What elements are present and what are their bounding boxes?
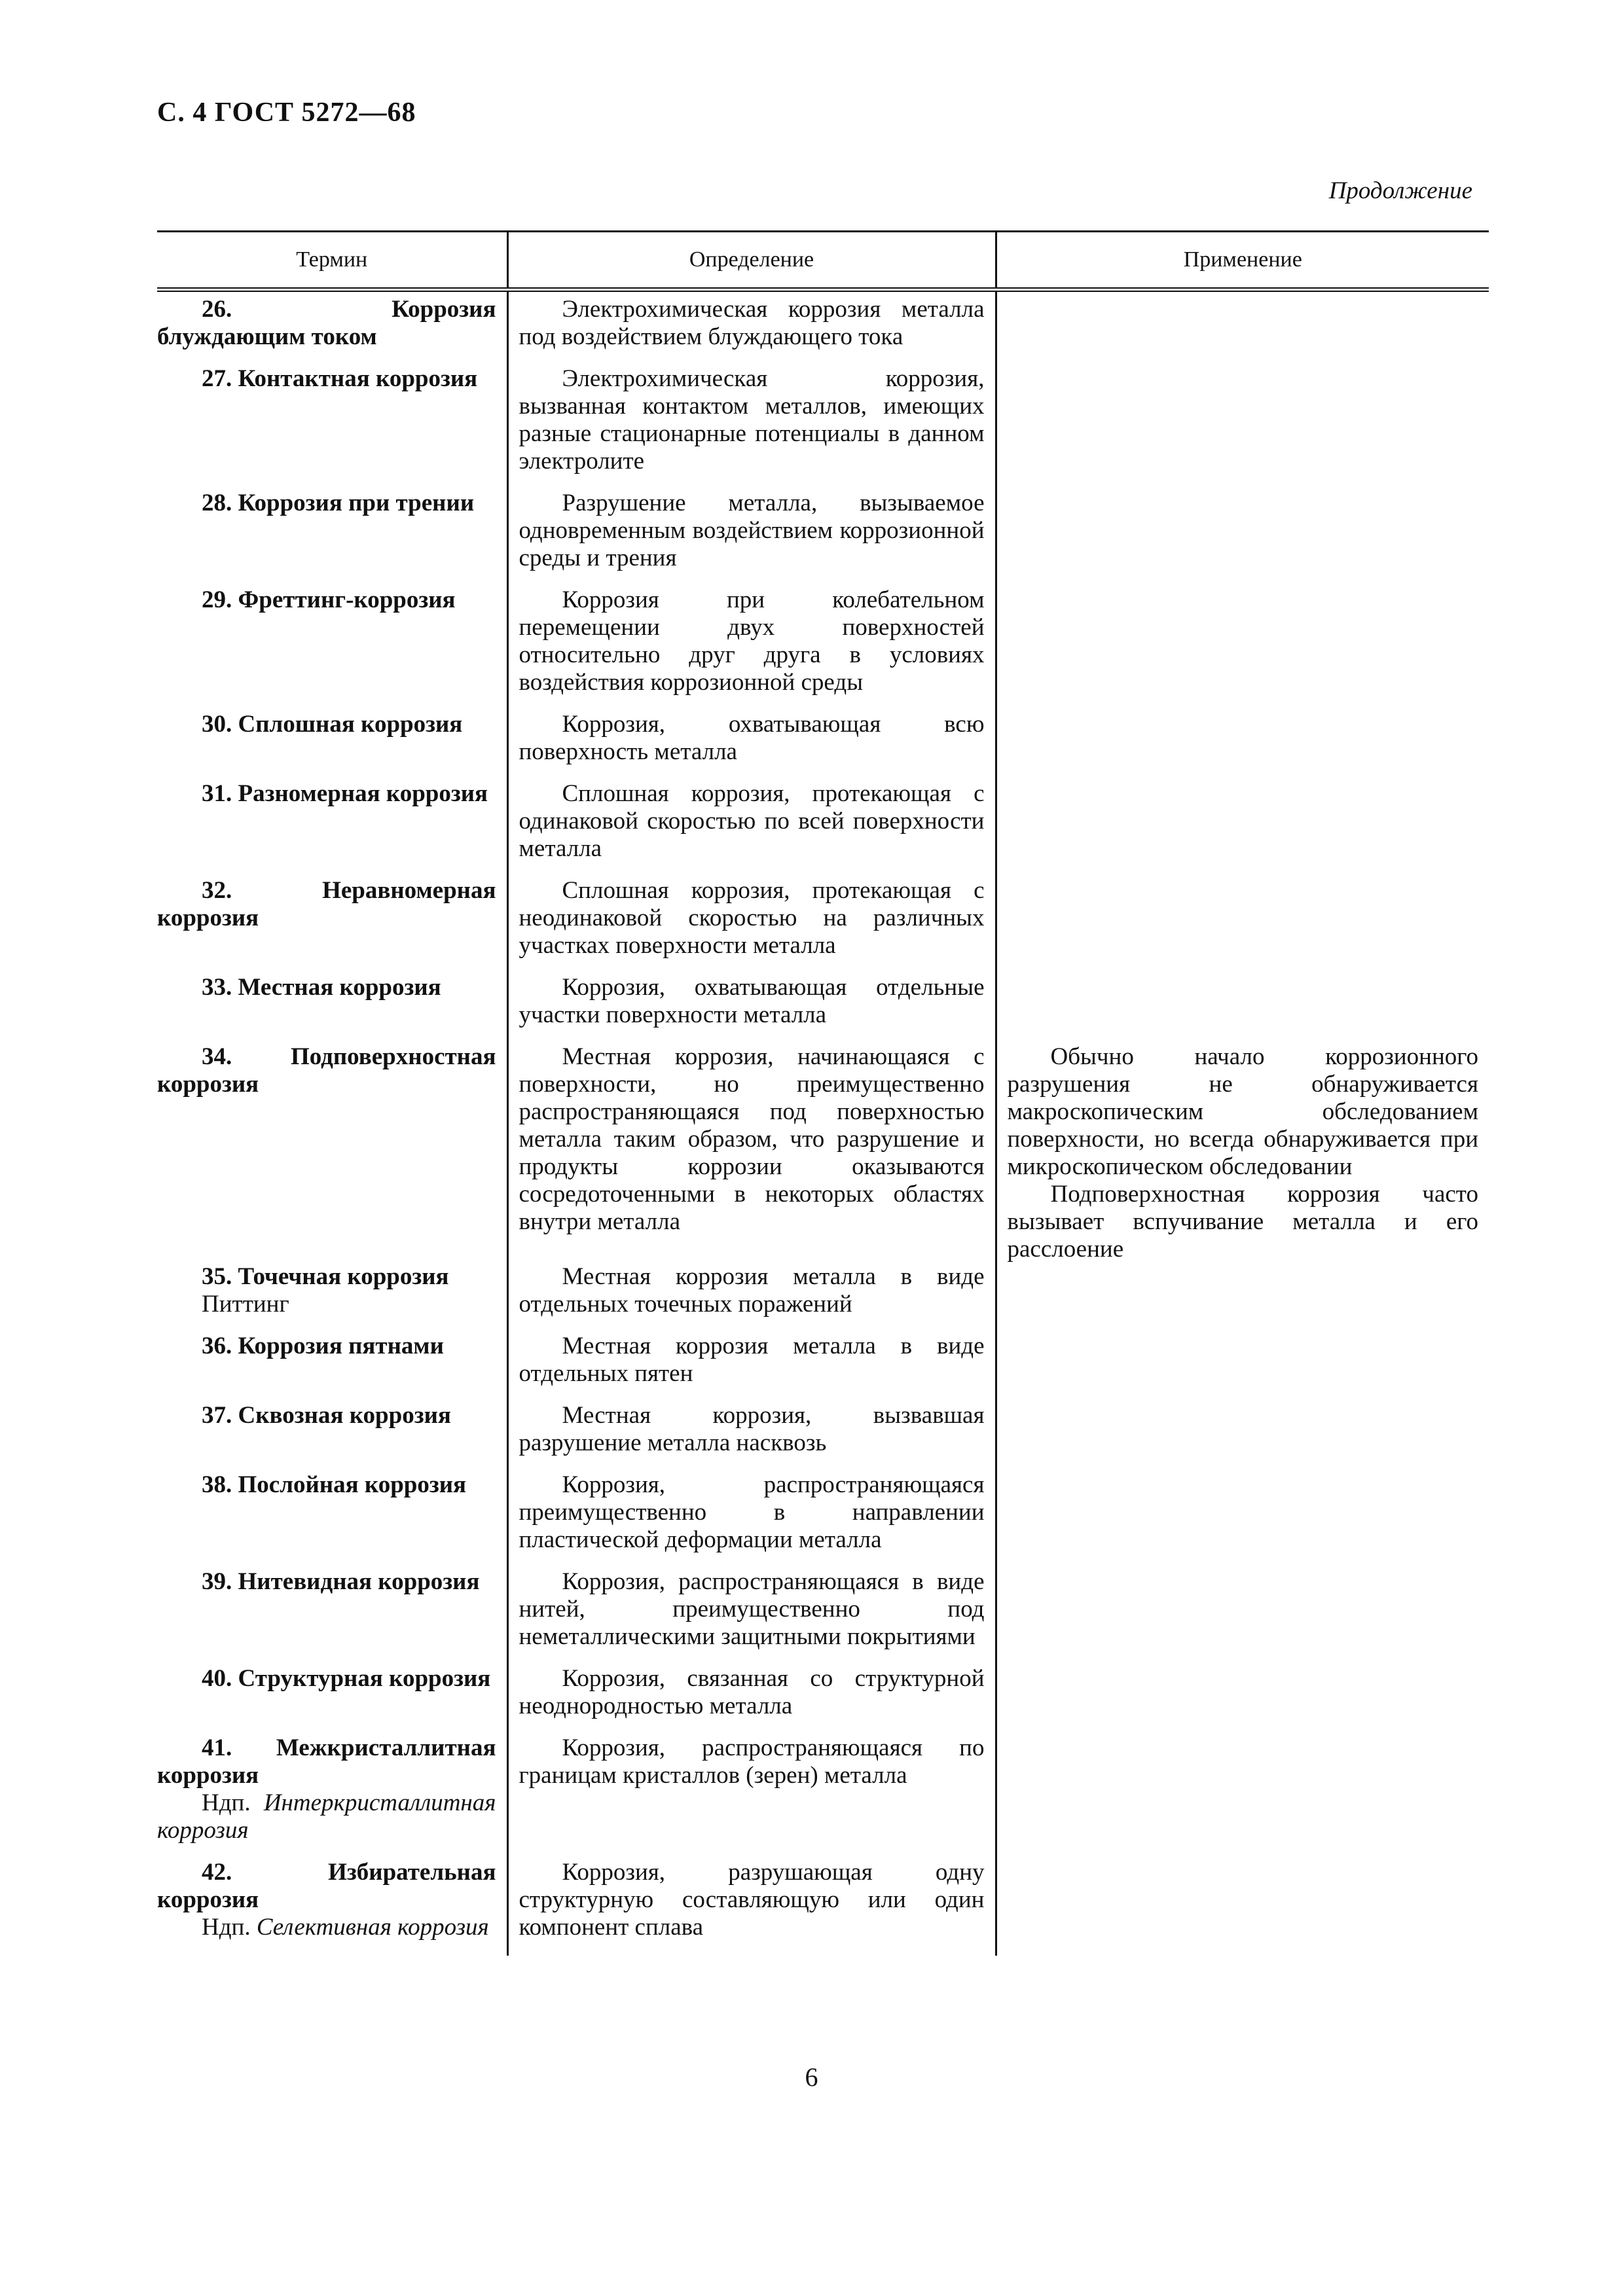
application-cell bbox=[996, 1402, 1489, 1471]
definition-cell bbox=[507, 1402, 996, 1471]
term-title: 36. Коррозия пятнами bbox=[202, 1333, 444, 1359]
term-cell-content bbox=[157, 490, 507, 517]
term-cell-content bbox=[157, 1734, 507, 1844]
term-cell bbox=[157, 1859, 507, 1956]
term-note-label: Ндп. bbox=[202, 1789, 251, 1816]
definition-cell bbox=[507, 877, 996, 974]
term-cell bbox=[157, 490, 507, 586]
table-row bbox=[157, 1471, 1489, 1568]
definition-text: Разрушение металла, вызываемое одновременным воздействием коррозионной среды и трения bbox=[519, 490, 985, 571]
term-title: 42. Избирательная коррозия bbox=[157, 1859, 496, 1913]
document-header: С. 4 ГОСТ 5272—68 bbox=[157, 98, 416, 128]
definition-text: Местная коррозия металла в виде отдельных точечных поражений bbox=[519, 1263, 985, 1318]
definition-cell bbox=[507, 711, 996, 780]
table-row bbox=[157, 586, 1489, 711]
term-title: 31. Разномерная коррозия bbox=[202, 780, 488, 807]
term-cell bbox=[157, 1471, 507, 1568]
term-cell-content bbox=[157, 1263, 507, 1318]
definition-text: Электрохимическая коррозия, вызванная контактом металлов, имеющих разные стационарные потенциалы в данном электролите bbox=[519, 365, 985, 475]
definition-text: Электрохимическая коррозия металла под воздействием блуждающего тока bbox=[519, 296, 985, 350]
application-cell bbox=[996, 1665, 1489, 1734]
terms-table bbox=[157, 230, 1489, 1956]
term-cell bbox=[157, 586, 507, 711]
term-cell bbox=[157, 877, 507, 974]
definition-cell bbox=[507, 974, 996, 1043]
column-header-definition: Определение bbox=[507, 232, 996, 290]
term-cell bbox=[157, 1333, 507, 1402]
definition-cell bbox=[507, 365, 996, 490]
application-cell bbox=[996, 490, 1489, 586]
terms-table-container bbox=[157, 230, 1489, 1956]
term-title: 33. Местная коррозия bbox=[202, 974, 441, 1001]
term-cell-content bbox=[157, 1471, 507, 1499]
definition-text: Местная коррозия, начинающаяся с поверхности, но преимущественно распространяющаяся под поверхностью металла таким образом, что разрушение и продукты коррозии оказываются сосредоточенными в некоторых областях внутри металла bbox=[519, 1043, 985, 1235]
table-row bbox=[157, 1043, 1489, 1263]
table-row bbox=[157, 490, 1489, 586]
table-row bbox=[157, 1734, 1489, 1859]
term-cell bbox=[157, 365, 507, 490]
definition-cell bbox=[507, 1471, 996, 1568]
table-row bbox=[157, 877, 1489, 974]
table-row bbox=[157, 1402, 1489, 1471]
definition-cell bbox=[507, 1043, 996, 1263]
term-note-deprecated: Селективная коррозия bbox=[256, 1914, 489, 1941]
table-row bbox=[157, 1859, 1489, 1956]
term-title: 34. Подповерхностная коррозия bbox=[157, 1043, 496, 1098]
application-cell bbox=[996, 877, 1489, 974]
application-cell bbox=[996, 1471, 1489, 1568]
definition-text: Коррозия, охватывающая всю поверхность металла bbox=[519, 711, 985, 765]
application-cell bbox=[996, 586, 1489, 711]
column-header-application: Применение bbox=[996, 232, 1489, 290]
definition-text: Местная коррозия, вызвавшая разрушение металла насквозь bbox=[519, 1402, 985, 1456]
term-cell-content bbox=[157, 296, 507, 351]
term-cell-content bbox=[157, 1333, 507, 1360]
term-note-deprecated: Интеркристаллитная коррозия bbox=[157, 1789, 496, 1844]
table-row bbox=[157, 1665, 1489, 1734]
definition-text: Коррозия, разрушающая одну структурную составляющую или один компонент сплава bbox=[519, 1859, 985, 1941]
term-cell bbox=[157, 1043, 507, 1263]
table-row bbox=[157, 1568, 1489, 1665]
term-cell-content bbox=[157, 780, 507, 808]
application-cell bbox=[996, 1734, 1489, 1859]
definition-cell bbox=[507, 1734, 996, 1859]
term-note bbox=[157, 1789, 496, 1844]
term-title: 40. Структурная коррозия bbox=[202, 1665, 491, 1692]
table-header-row bbox=[157, 232, 1489, 290]
term-cell-content bbox=[157, 1859, 507, 1941]
definition-cell bbox=[507, 1665, 996, 1734]
term-note bbox=[157, 1291, 496, 1318]
application-cell bbox=[996, 1263, 1489, 1333]
application-cell bbox=[996, 974, 1489, 1043]
application-cell bbox=[996, 780, 1489, 877]
application-cell bbox=[996, 290, 1489, 366]
definition-text: Сплошная коррозия, протекающая с одинаковой скоростью по всей поверхности металла bbox=[519, 780, 985, 862]
application-cell bbox=[996, 1333, 1489, 1402]
term-cell-content bbox=[157, 586, 507, 614]
table-body bbox=[157, 290, 1489, 1956]
table-row bbox=[157, 1263, 1489, 1333]
application-paragraph: Подповерхностная коррозия часто вызывает вспучивание металла и его расслоение bbox=[1007, 1181, 1478, 1263]
table-row bbox=[157, 1333, 1489, 1402]
term-title: 27. Контактная коррозия bbox=[202, 365, 478, 392]
term-cell bbox=[157, 1734, 507, 1859]
term-title: 39. Нитевидная коррозия bbox=[202, 1568, 480, 1595]
term-cell bbox=[157, 711, 507, 780]
column-header-term: Термин bbox=[157, 232, 507, 290]
term-note-label: Ндп. bbox=[202, 1914, 251, 1941]
term-cell-content bbox=[157, 1568, 507, 1596]
continuation-label: Продолжение bbox=[1328, 177, 1472, 204]
definition-cell bbox=[507, 1568, 996, 1665]
definition-text: Коррозия, распространяющаяся в виде нитей, преимущественно под неметаллическими защитными покрытиями bbox=[519, 1568, 985, 1650]
definition-text: Коррозия при колебательном перемещении двух поверхностей относительно друг друга в условиях воздействия коррозионной среды bbox=[519, 586, 985, 696]
application-text bbox=[997, 1043, 1489, 1263]
term-cell bbox=[157, 1568, 507, 1665]
table-row bbox=[157, 365, 1489, 490]
term-title: 37. Сквозная коррозия bbox=[202, 1402, 451, 1429]
application-cell bbox=[996, 365, 1489, 490]
term-title: 29. Фреттинг-коррозия bbox=[202, 586, 456, 613]
term-cell bbox=[157, 290, 507, 366]
term-title: 26. Коррозия блуждающим током bbox=[157, 296, 496, 350]
term-cell-content bbox=[157, 365, 507, 393]
definition-text: Коррозия, распространяющаяся по границам кристаллов (зерен) металла bbox=[519, 1734, 985, 1789]
application-cell bbox=[996, 1043, 1489, 1263]
term-note-label: Питтинг bbox=[202, 1291, 289, 1318]
definition-cell bbox=[507, 1263, 996, 1333]
definition-text: Коррозия, распространяющаяся преимущественно в направлении пластической деформации металла bbox=[519, 1471, 985, 1553]
term-cell-content bbox=[157, 1665, 507, 1693]
table-row bbox=[157, 290, 1489, 366]
term-cell-content bbox=[157, 1402, 507, 1429]
definition-cell bbox=[507, 1333, 996, 1402]
term-cell-content bbox=[157, 877, 507, 932]
definition-text: Коррозия, связанная со структурной неоднородностью металла bbox=[519, 1665, 985, 1719]
term-title: 38. Послойная коррозия bbox=[202, 1471, 467, 1498]
definition-text: Коррозия, охватывающая отдельные участки поверхности металла bbox=[519, 974, 985, 1028]
table-row bbox=[157, 711, 1489, 780]
application-cell bbox=[996, 1859, 1489, 1956]
term-cell bbox=[157, 1665, 507, 1734]
table-row bbox=[157, 780, 1489, 877]
term-cell-content bbox=[157, 711, 507, 738]
term-title: 35. Точечная коррозия bbox=[202, 1263, 449, 1290]
definition-cell bbox=[507, 586, 996, 711]
term-cell bbox=[157, 974, 507, 1043]
term-note bbox=[157, 1914, 496, 1941]
term-cell bbox=[157, 1402, 507, 1471]
term-title: 32. Неравномерная коррозия bbox=[157, 877, 496, 931]
term-title: 41. Межкристаллитная коррозия bbox=[157, 1734, 496, 1789]
table-row bbox=[157, 974, 1489, 1043]
term-title: 28. Коррозия при трении bbox=[202, 490, 475, 516]
definition-text: Сплошная коррозия, протекающая с неодинаковой скоростью на различных участках поверхности металла bbox=[519, 877, 985, 959]
term-cell-content bbox=[157, 974, 507, 1001]
page-number: 6 bbox=[805, 2062, 818, 2092]
term-title: 30. Сплошная коррозия bbox=[202, 711, 463, 738]
application-paragraph: Обычно начало коррозионного разрушения не обнаруживается макроскопическим обследованием поверхности, но всегда обнаруживается при микроскопическом обследовании bbox=[1007, 1043, 1478, 1180]
application-cell bbox=[996, 711, 1489, 780]
term-cell bbox=[157, 780, 507, 877]
definition-cell bbox=[507, 780, 996, 877]
definition-cell bbox=[507, 290, 996, 366]
definition-cell bbox=[507, 490, 996, 586]
definition-text: Местная коррозия металла в виде отдельных пятен bbox=[519, 1333, 985, 1387]
term-cell-content bbox=[157, 1043, 507, 1098]
definition-cell bbox=[507, 1859, 996, 1956]
term-cell bbox=[157, 1263, 507, 1333]
application-cell bbox=[996, 1568, 1489, 1665]
